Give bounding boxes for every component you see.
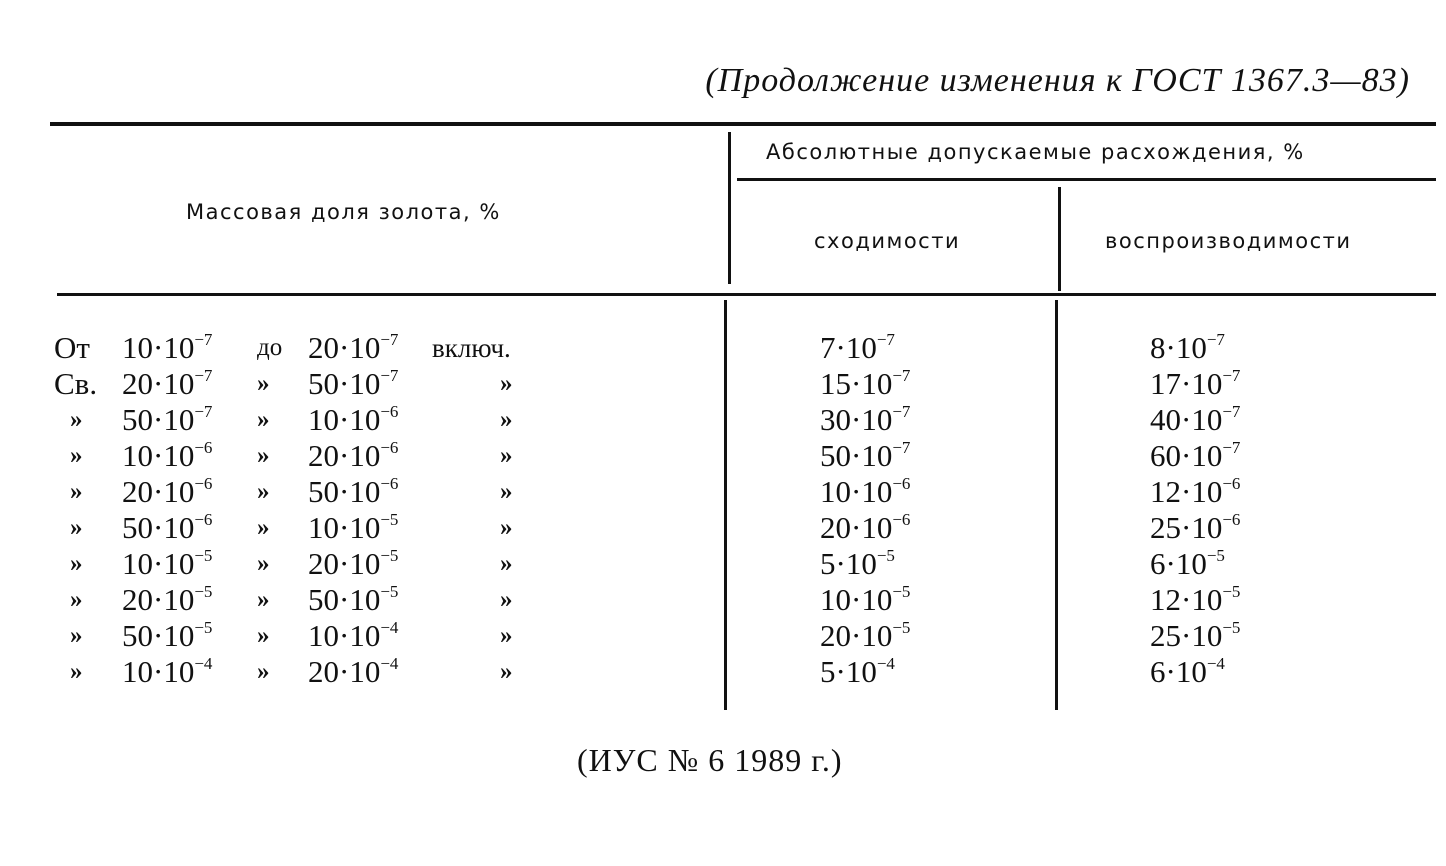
cell-reproducibility xyxy=(1150,402,1240,438)
cell-suffix: » xyxy=(500,550,513,577)
cell-convergence xyxy=(820,438,910,474)
cell-range-from xyxy=(122,438,212,474)
cell-reproducibility-exponent: −7 xyxy=(1222,366,1241,385)
cell-range-to-mantissa: 10·10 xyxy=(308,618,381,653)
cell-range-to-exponent: −7 xyxy=(380,330,399,349)
cell-reproducibility xyxy=(1150,618,1240,654)
cell-reproducibility-exponent: −7 xyxy=(1222,402,1241,421)
header-absolute-tolerance: Абсолютные допускаемые расхождения, % xyxy=(766,140,1305,164)
table-top-rule xyxy=(50,122,1436,126)
cell-reproducibility xyxy=(1150,582,1240,618)
cell-range-from xyxy=(122,582,212,618)
cell-range-to-mantissa: 50·10 xyxy=(308,474,381,509)
cell-range-joiner: » xyxy=(257,478,270,505)
cell-range-from xyxy=(122,474,212,510)
cell-range-to xyxy=(308,366,398,402)
cell-range-to xyxy=(308,474,398,510)
cell-range-from-mantissa: 50·10 xyxy=(122,618,195,653)
cell-reproducibility xyxy=(1150,366,1240,402)
cell-suffix: включ. xyxy=(432,333,511,363)
cell-range-to xyxy=(308,546,398,582)
cell-suffix: » xyxy=(500,478,513,505)
cell-prefix: » xyxy=(70,442,83,469)
cell-range-to xyxy=(308,510,398,546)
cell-convergence-mantissa: 10·10 xyxy=(820,582,893,617)
cell-range-from-exponent: −7 xyxy=(194,330,213,349)
cell-range-joiner: » xyxy=(257,550,270,577)
cell-range-to-exponent: −5 xyxy=(380,510,399,529)
cell-range-from-mantissa: 10·10 xyxy=(122,438,195,473)
cell-reproducibility xyxy=(1150,546,1225,582)
cell-reproducibility xyxy=(1150,654,1225,690)
cell-range-to xyxy=(308,330,398,366)
cell-reproducibility-exponent: −7 xyxy=(1206,330,1225,349)
cell-convergence xyxy=(820,510,910,546)
cell-range-from-mantissa: 10·10 xyxy=(122,546,195,581)
cell-reproducibility-exponent: −4 xyxy=(1206,654,1225,673)
cell-range-to-mantissa: 10·10 xyxy=(308,402,381,437)
cell-range-from-mantissa: 10·10 xyxy=(122,654,195,689)
cell-suffix: » xyxy=(500,586,513,613)
cell-range-to-exponent: −7 xyxy=(380,366,399,385)
cell-suffix: » xyxy=(500,514,513,541)
cell-range-joiner: » xyxy=(257,406,270,433)
cell-suffix: » xyxy=(500,370,513,397)
cell-range-to-mantissa: 50·10 xyxy=(308,582,381,617)
cell-range-from-exponent: −5 xyxy=(194,582,213,601)
cell-range-from xyxy=(122,510,212,546)
cell-range-from xyxy=(122,654,212,690)
cell-reproducibility-exponent: −6 xyxy=(1222,474,1241,493)
cell-reproducibility-mantissa: 60·10 xyxy=(1150,438,1223,473)
header-sub-rule xyxy=(737,178,1436,181)
cell-range-joiner: » xyxy=(257,514,270,541)
column-divider-2-header xyxy=(1058,187,1061,291)
cell-prefix: От xyxy=(54,330,90,365)
cell-convergence-mantissa: 5·10 xyxy=(820,654,877,689)
cell-range-to-exponent: −4 xyxy=(380,654,399,673)
table-row xyxy=(0,582,1446,618)
cell-convergence-exponent: −5 xyxy=(876,546,895,565)
cell-reproducibility-mantissa: 25·10 xyxy=(1150,510,1223,545)
column-divider-1-header xyxy=(728,132,731,284)
cell-convergence xyxy=(820,654,895,690)
cell-reproducibility-mantissa: 25·10 xyxy=(1150,618,1223,653)
table-row xyxy=(0,654,1446,690)
cell-convergence-exponent: −5 xyxy=(892,582,911,601)
cell-range-joiner: » xyxy=(257,586,270,613)
cell-range-from-mantissa: 50·10 xyxy=(122,402,195,437)
cell-range-joiner: » xyxy=(257,622,270,649)
cell-range-from xyxy=(122,402,212,438)
cell-range-from xyxy=(122,618,212,654)
table-row xyxy=(0,366,1446,402)
cell-reproducibility-mantissa: 40·10 xyxy=(1150,402,1223,437)
cell-reproducibility-mantissa: 6·10 xyxy=(1150,654,1207,689)
page-title: (Продолжение изменения к ГОСТ 1367.3—83) xyxy=(705,62,1410,99)
cell-range-to xyxy=(308,402,398,438)
cell-range-to-exponent: −6 xyxy=(380,438,399,457)
cell-range-from-mantissa: 50·10 xyxy=(122,510,195,545)
cell-reproducibility-exponent: −5 xyxy=(1206,546,1225,565)
cell-range-from-exponent: −7 xyxy=(194,366,213,385)
cell-reproducibility-mantissa: 17·10 xyxy=(1150,366,1223,401)
cell-reproducibility xyxy=(1150,474,1240,510)
cell-convergence xyxy=(820,618,910,654)
table-row xyxy=(0,438,1446,474)
cell-range-from xyxy=(122,330,212,366)
cell-reproducibility-mantissa: 12·10 xyxy=(1150,474,1223,509)
cell-convergence-mantissa: 20·10 xyxy=(820,510,893,545)
cell-prefix: » xyxy=(70,406,83,433)
cell-convergence xyxy=(820,402,910,438)
cell-range-from-exponent: −6 xyxy=(194,474,213,493)
cell-range-from-exponent: −5 xyxy=(194,618,213,637)
cell-range-to-exponent: −5 xyxy=(380,546,399,565)
cell-convergence-exponent: −6 xyxy=(892,510,911,529)
cell-convergence-exponent: −7 xyxy=(876,330,895,349)
cell-range-from-exponent: −5 xyxy=(194,546,213,565)
cell-range-to-mantissa: 20·10 xyxy=(308,438,381,473)
cell-range-to xyxy=(308,618,398,654)
cell-suffix: » xyxy=(500,658,513,685)
cell-range-from-exponent: −7 xyxy=(194,402,213,421)
cell-convergence-exponent: −7 xyxy=(892,366,911,385)
cell-reproducibility-exponent: −7 xyxy=(1222,438,1241,457)
cell-convergence-mantissa: 10·10 xyxy=(820,474,893,509)
cell-reproducibility-mantissa: 8·10 xyxy=(1150,330,1207,365)
cell-reproducibility xyxy=(1150,330,1225,366)
cell-reproducibility-exponent: −5 xyxy=(1222,582,1241,601)
header-convergence: сходимости xyxy=(814,229,961,253)
cell-reproducibility-exponent: −6 xyxy=(1222,510,1241,529)
cell-range-to-exponent: −4 xyxy=(380,618,399,637)
cell-convergence-mantissa: 15·10 xyxy=(820,366,893,401)
footer-note: (ИУС № 6 1989 г.) xyxy=(577,742,843,778)
cell-convergence-exponent: −7 xyxy=(892,438,911,457)
cell-reproducibility-mantissa: 6·10 xyxy=(1150,546,1207,581)
cell-range-to xyxy=(308,582,398,618)
cell-range-joiner: до xyxy=(257,334,283,361)
header-bottom-rule xyxy=(57,293,1436,296)
cell-range-to-mantissa: 50·10 xyxy=(308,366,381,401)
cell-convergence xyxy=(820,366,910,402)
cell-convergence-mantissa: 20·10 xyxy=(820,618,893,653)
cell-convergence-exponent: −6 xyxy=(892,474,911,493)
cell-suffix: » xyxy=(500,442,513,469)
table-row xyxy=(0,402,1446,438)
cell-range-to-mantissa: 20·10 xyxy=(308,546,381,581)
table-row xyxy=(0,546,1446,582)
cell-range-to-exponent: −6 xyxy=(380,474,399,493)
cell-convergence-mantissa: 5·10 xyxy=(820,546,877,581)
cell-range-from-mantissa: 10·10 xyxy=(122,330,195,365)
cell-convergence-exponent: −7 xyxy=(892,402,911,421)
cell-convergence-mantissa: 50·10 xyxy=(820,438,893,473)
cell-suffix: » xyxy=(500,622,513,649)
cell-prefix: » xyxy=(70,622,83,649)
cell-range-to-exponent: −5 xyxy=(380,582,399,601)
cell-reproducibility xyxy=(1150,438,1240,474)
cell-range-to-mantissa: 10·10 xyxy=(308,510,381,545)
cell-range-joiner: » xyxy=(257,370,270,397)
cell-range-from-exponent: −4 xyxy=(194,654,213,673)
cell-range-to-exponent: −6 xyxy=(380,402,399,421)
cell-range-to xyxy=(308,654,398,690)
cell-range-to-mantissa: 20·10 xyxy=(308,654,381,689)
cell-convergence-exponent: −4 xyxy=(876,654,895,673)
cell-prefix: » xyxy=(70,586,83,613)
cell-reproducibility xyxy=(1150,510,1240,546)
cell-convergence xyxy=(820,582,910,618)
cell-range-from-mantissa: 20·10 xyxy=(122,366,195,401)
cell-convergence-mantissa: 30·10 xyxy=(820,402,893,437)
cell-range-joiner: » xyxy=(257,658,270,685)
cell-range-from xyxy=(122,366,212,402)
cell-reproducibility-mantissa: 12·10 xyxy=(1150,582,1223,617)
table-row xyxy=(0,618,1446,654)
cell-prefix: » xyxy=(70,550,83,577)
cell-range-from-mantissa: 20·10 xyxy=(122,474,195,509)
cell-prefix: » xyxy=(70,514,83,541)
cell-range-joiner: » xyxy=(257,442,270,469)
cell-convergence xyxy=(820,330,895,366)
cell-convergence xyxy=(820,546,895,582)
cell-range-from xyxy=(122,546,212,582)
cell-range-from-mantissa: 20·10 xyxy=(122,582,195,617)
cell-range-from-exponent: −6 xyxy=(194,510,213,529)
cell-suffix: » xyxy=(500,406,513,433)
cell-prefix: Св. xyxy=(54,366,98,401)
table-row xyxy=(0,330,1446,366)
cell-convergence-exponent: −5 xyxy=(892,618,911,637)
header-mass-fraction: Массовая доля золота, % xyxy=(186,200,501,224)
header-reproducibility: воспроизводимости xyxy=(1105,229,1352,253)
cell-range-to-mantissa: 20·10 xyxy=(308,330,381,365)
cell-convergence xyxy=(820,474,910,510)
cell-prefix: » xyxy=(70,658,83,685)
cell-range-from-exponent: −6 xyxy=(194,438,213,457)
cell-reproducibility-exponent: −5 xyxy=(1222,618,1241,637)
table-row xyxy=(0,474,1446,510)
cell-range-to xyxy=(308,438,398,474)
cell-convergence-mantissa: 7·10 xyxy=(820,330,877,365)
cell-prefix: » xyxy=(70,478,83,505)
table-row xyxy=(0,510,1446,546)
